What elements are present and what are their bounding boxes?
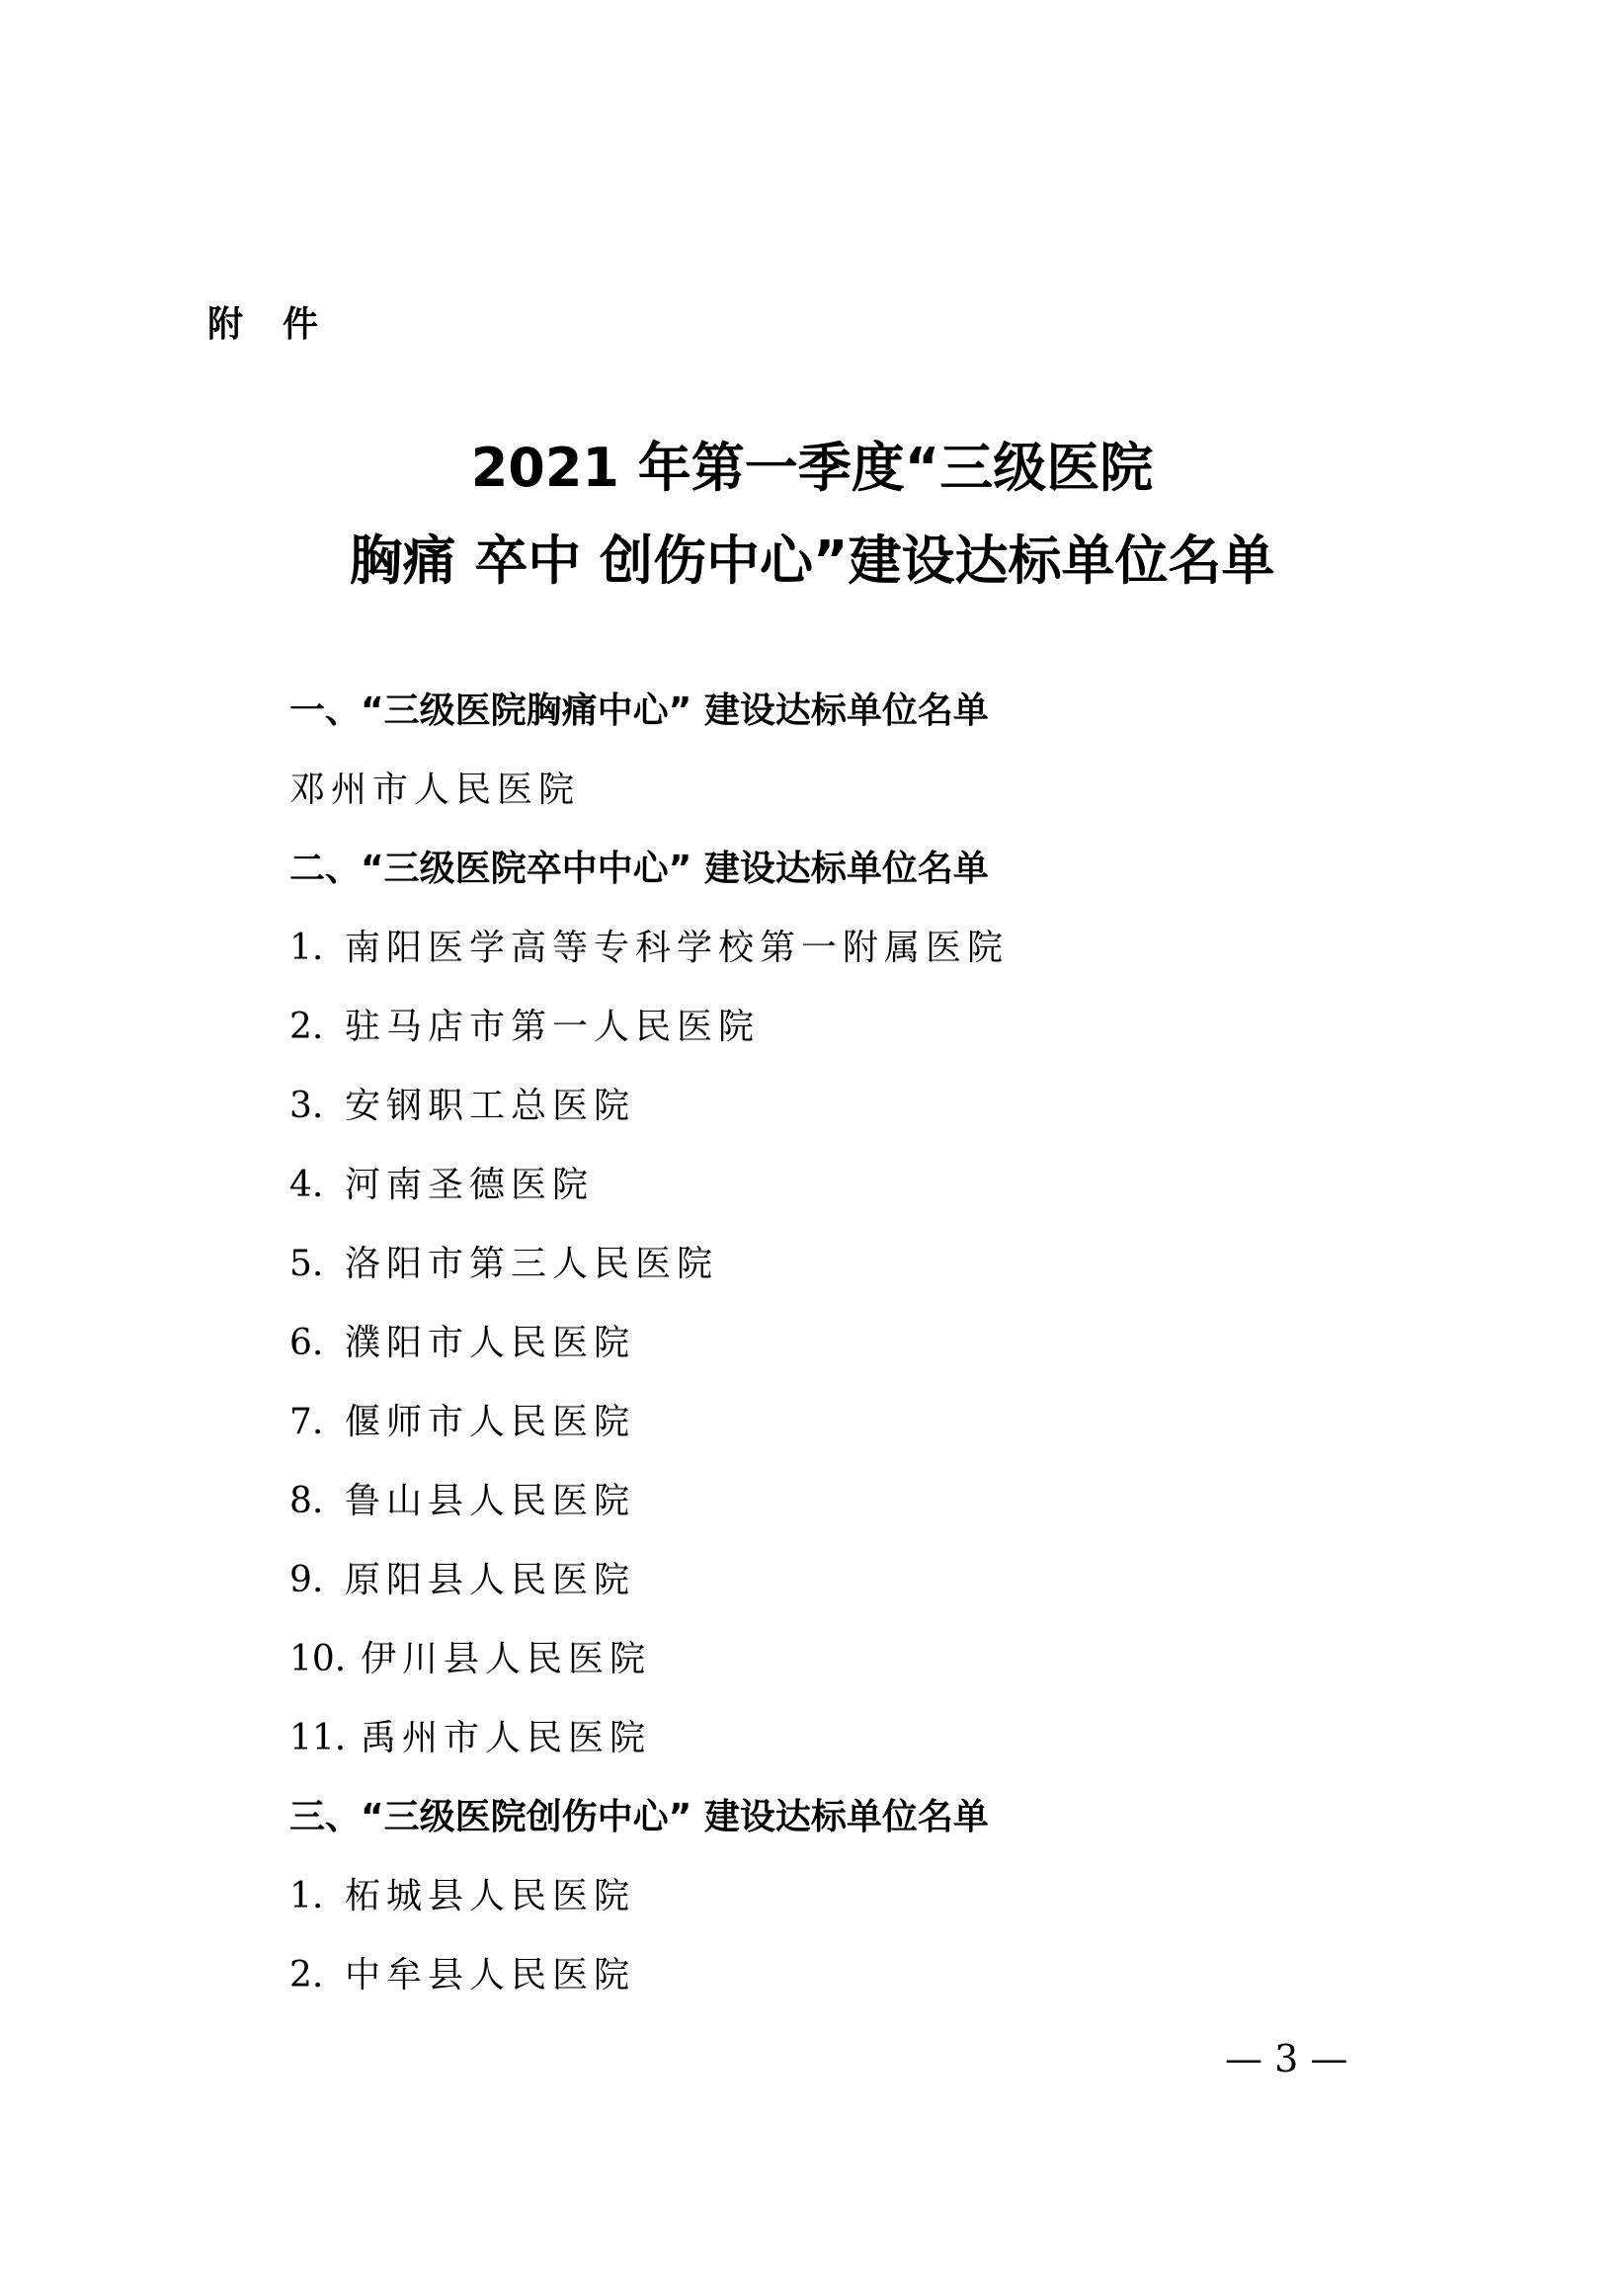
list-item: 邓州市人民医院	[289, 770, 581, 810]
list-item	[289, 1717, 651, 1760]
list-item	[289, 1085, 635, 1128]
item-name: 柘城县人民医院	[345, 1876, 636, 1916]
item-name: 偃师市人民医院	[345, 1402, 636, 1442]
list-item	[289, 1638, 651, 1681]
page-number: — 3 —	[1225, 2037, 1348, 2080]
list-item	[289, 1243, 718, 1286]
item-name: 洛阳市第三人民医院	[345, 1244, 719, 1284]
item-name: 鲁山县人民医院	[345, 1481, 636, 1521]
item-number: 4.	[289, 1165, 324, 1205]
item-number: 10.	[289, 1639, 347, 1679]
list-item	[289, 927, 1009, 970]
list-item	[289, 1006, 760, 1049]
item-number: 1.	[289, 1876, 324, 1916]
section-heading-stroke: 二、“三级医院卒中中心” 建设达标单位名单	[289, 849, 989, 889]
item-number: 6.	[289, 1323, 324, 1363]
item-number: 3.	[289, 1086, 324, 1126]
list-item	[289, 1559, 635, 1602]
item-name: 河南圣德医院	[345, 1165, 595, 1205]
item-name: 南阳医学高等专科学校第一附属医院	[345, 928, 1010, 968]
list-item	[289, 1480, 635, 1523]
item-number: 2.	[289, 1955, 324, 1995]
item-name: 濮阳市人民医院	[345, 1323, 636, 1363]
item-number: 9.	[289, 1560, 324, 1600]
item-name: 安钢职工总医院	[345, 1086, 636, 1126]
section-heading-chest-pain: 一、“三级医院胸痛中心” 建设达标单位名单	[289, 691, 989, 731]
item-number: 5.	[289, 1244, 324, 1284]
item-name: 中牟县人民医院	[345, 1955, 636, 1995]
item-number: 7.	[289, 1402, 324, 1442]
item-name: 原阳县人民医院	[345, 1560, 636, 1600]
list-item	[289, 1401, 635, 1444]
item-number: 1.	[289, 928, 324, 968]
document-title-line-1: 2021 年第一季度“三级医院	[470, 437, 1154, 499]
list-item	[289, 1322, 635, 1365]
list-item	[289, 1954, 635, 1997]
document-title-line-2: 胸痛 卒中 创伤中心”建设达标单位名单	[349, 529, 1275, 592]
section-heading-trauma: 三、“三级医院创伤中心” 建设达标单位名单	[289, 1797, 989, 1837]
item-number: 2.	[289, 1007, 324, 1047]
item-name: 驻马店市第一人民医院	[345, 1007, 761, 1047]
item-number: 11.	[289, 1718, 347, 1758]
item-name: 禹州市人民医院	[361, 1718, 652, 1758]
attachment-label: 附件	[207, 304, 359, 345]
list-item	[289, 1164, 594, 1207]
list-item	[289, 1875, 635, 1918]
item-name: 伊川县人民医院	[361, 1639, 652, 1679]
item-number: 8.	[289, 1481, 324, 1521]
